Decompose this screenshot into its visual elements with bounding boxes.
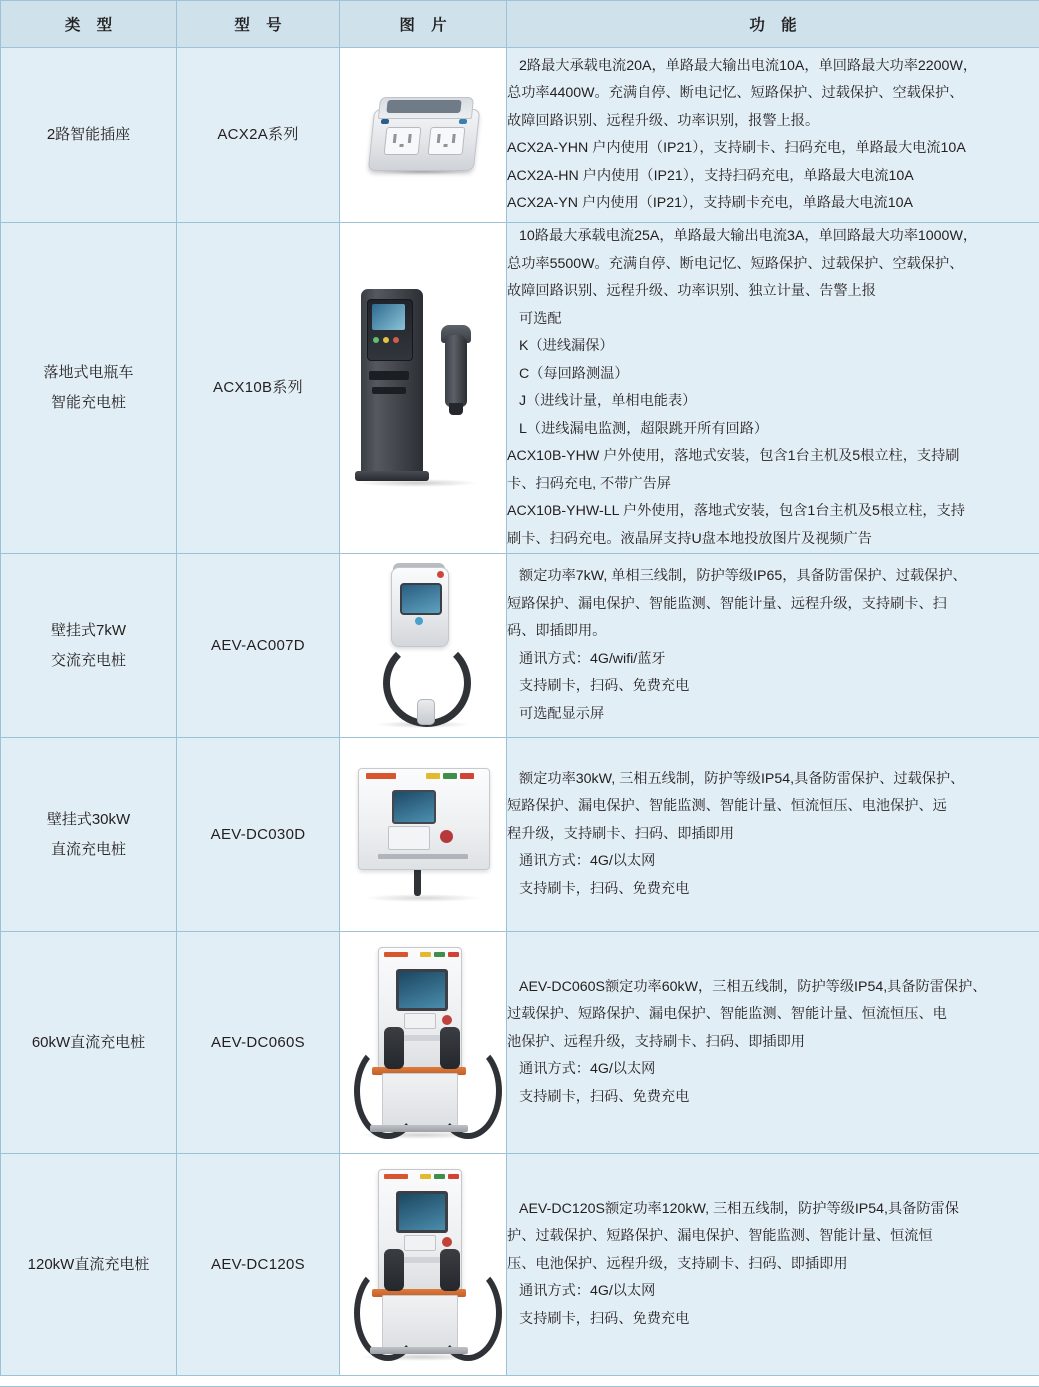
wall-mounted-dc-charger-photo: [348, 760, 498, 910]
table-row: [1, 48, 1039, 223]
product-model-cell: AEV-DC060S: [177, 932, 340, 1154]
column-header-model: 型 号: [177, 1, 340, 48]
product-model-cell: AEV-AC007D: [177, 554, 340, 738]
column-header-function: 功 能: [507, 1, 1039, 48]
product-model-cell: AEV-DC030D: [177, 738, 340, 932]
product-function-cell: 额定功率30kW, 三相五线制，防护等级IP54,具备防雷保护、过载保护、 短路保护、漏电保护、智能监测、智能计量、恒流恒压、电池保护、远 程升级，支持刷卡、扫码、即插即用 通讯方式：4G/以太网 支持刷卡，扫码、免费充电: [507, 738, 1039, 932]
floor-standing-ebike-charging-pile-photo: [353, 283, 493, 493]
product-type-cell: 120kW直流充电桩: [1, 1154, 177, 1376]
table-body: [1, 48, 1039, 1376]
product-type-cell: 60kW直流充电桩: [1, 932, 177, 1154]
product-model-cell: ACX10B系列: [177, 223, 340, 554]
table-row: [1, 223, 1039, 554]
table-row: [1, 932, 1039, 1154]
table-header-row: [1, 1, 1039, 48]
product-type-cell: 壁挂式7kW 交流充电桩: [1, 554, 177, 738]
wall-mounted-ac-charger-photo: [363, 561, 483, 731]
product-function-cell: 2路最大承载电流20A，单路最大输出电流10A，单回路最大功率2200W， 总功率4400W。充满自停、断电记忆、短路保护、过载保护、空载保护、 故障回路识别、远程升级、功率识别，报警上报。 ACX2A-YHN 户内使用（IP21），支持刷卡、扫码充电，单路最大电流10A ACX2A-HN 户内使用（IP21），支持扫码充电，单路最大电流10A ACX2A-YN 户内使用（IP21），支持刷卡充电，单路最大电流10A: [507, 48, 1039, 223]
product-image-cell: [340, 48, 507, 223]
table-row: [1, 738, 1039, 932]
product-function-cell: AEV-DC120S额定功率120kW, 三相五线制，防护等级IP54,具备防雷保 护、过载保护、短路保护、漏电保护、智能监测、智能计量、恒流恒 压、电池保护、远程升级，支持刷卡、扫码、即插即用 通讯方式：4G/以太网 支持刷卡，扫码、免费充电: [507, 1154, 1039, 1376]
floor-dc-fast-charger-120kw-photo: [348, 1165, 498, 1365]
two-way-smart-socket-photo: [359, 89, 487, 181]
product-function-cell: AEV-DC060S额定功率60kW，三相五线制，防护等级IP54,具备防雷保护、 过载保护、短路保护、漏电保护、智能监测、智能计量、恒流恒压、电 池保护、远程升级，支持刷卡、扫码、即插即用 通讯方式：4G/以太网 支持刷卡，扫码、免费充电: [507, 932, 1039, 1154]
product-image-cell: [340, 554, 507, 738]
product-image-cell: [340, 1154, 507, 1376]
product-image-cell: [340, 738, 507, 932]
product-function-cell: 10路最大承载电流25A，单路最大输出电流3A，单回路最大功率1000W， 总功率5500W。充满自停、断电记忆、短路保护、过载保护、空载保护、 故障回路识别、远程升级、功率识别、独立计量、告警上报 可选配 K（进线漏保） C（每回路测温） J（进线计量，单相电能表） L（进线漏电监测，超限跳开所有回路） ACX10B-YHW 户外使用，落地式安装，包含1台主机及5根立柱，支持刷 卡、扫码充电, 不带广告屏 ACX10B-YHW-LL 户外使用，落地式安装，包含1台主机及5根立柱，支持 刷卡、扫码充电。液晶屏支持U盘本地投放图片及视频广告: [507, 223, 1039, 554]
product-type-cell: 壁挂式30kW 直流充电桩: [1, 738, 177, 932]
product-type-cell: 2路智能插座: [1, 48, 177, 223]
product-type-cell: 落地式电瓶车 智能充电桩: [1, 223, 177, 554]
product-model-cell: AEV-DC120S: [177, 1154, 340, 1376]
table-row: [1, 554, 1039, 738]
product-image-cell: [340, 223, 507, 554]
floor-dc-fast-charger-60kw-photo: [348, 943, 498, 1143]
product-function-cell: 额定功率7kW, 单相三线制，防护等级IP65，具备防雷保护、过载保护、 短路保护、漏电保护、智能监测、智能计量、远程升级，支持刷卡、扫 码、即插即用。 通讯方式：4G/wifi/蓝牙 支持刷卡，扫码、免费充电 可选配显示屏: [507, 554, 1039, 738]
product-model-cell: ACX2A系列: [177, 48, 340, 223]
table-header: [1, 1, 1039, 48]
product-image-cell: [340, 932, 507, 1154]
column-header-image: 图 片: [340, 1, 507, 48]
column-header-type: 类 型: [1, 1, 177, 48]
table-row: [1, 1154, 1039, 1376]
